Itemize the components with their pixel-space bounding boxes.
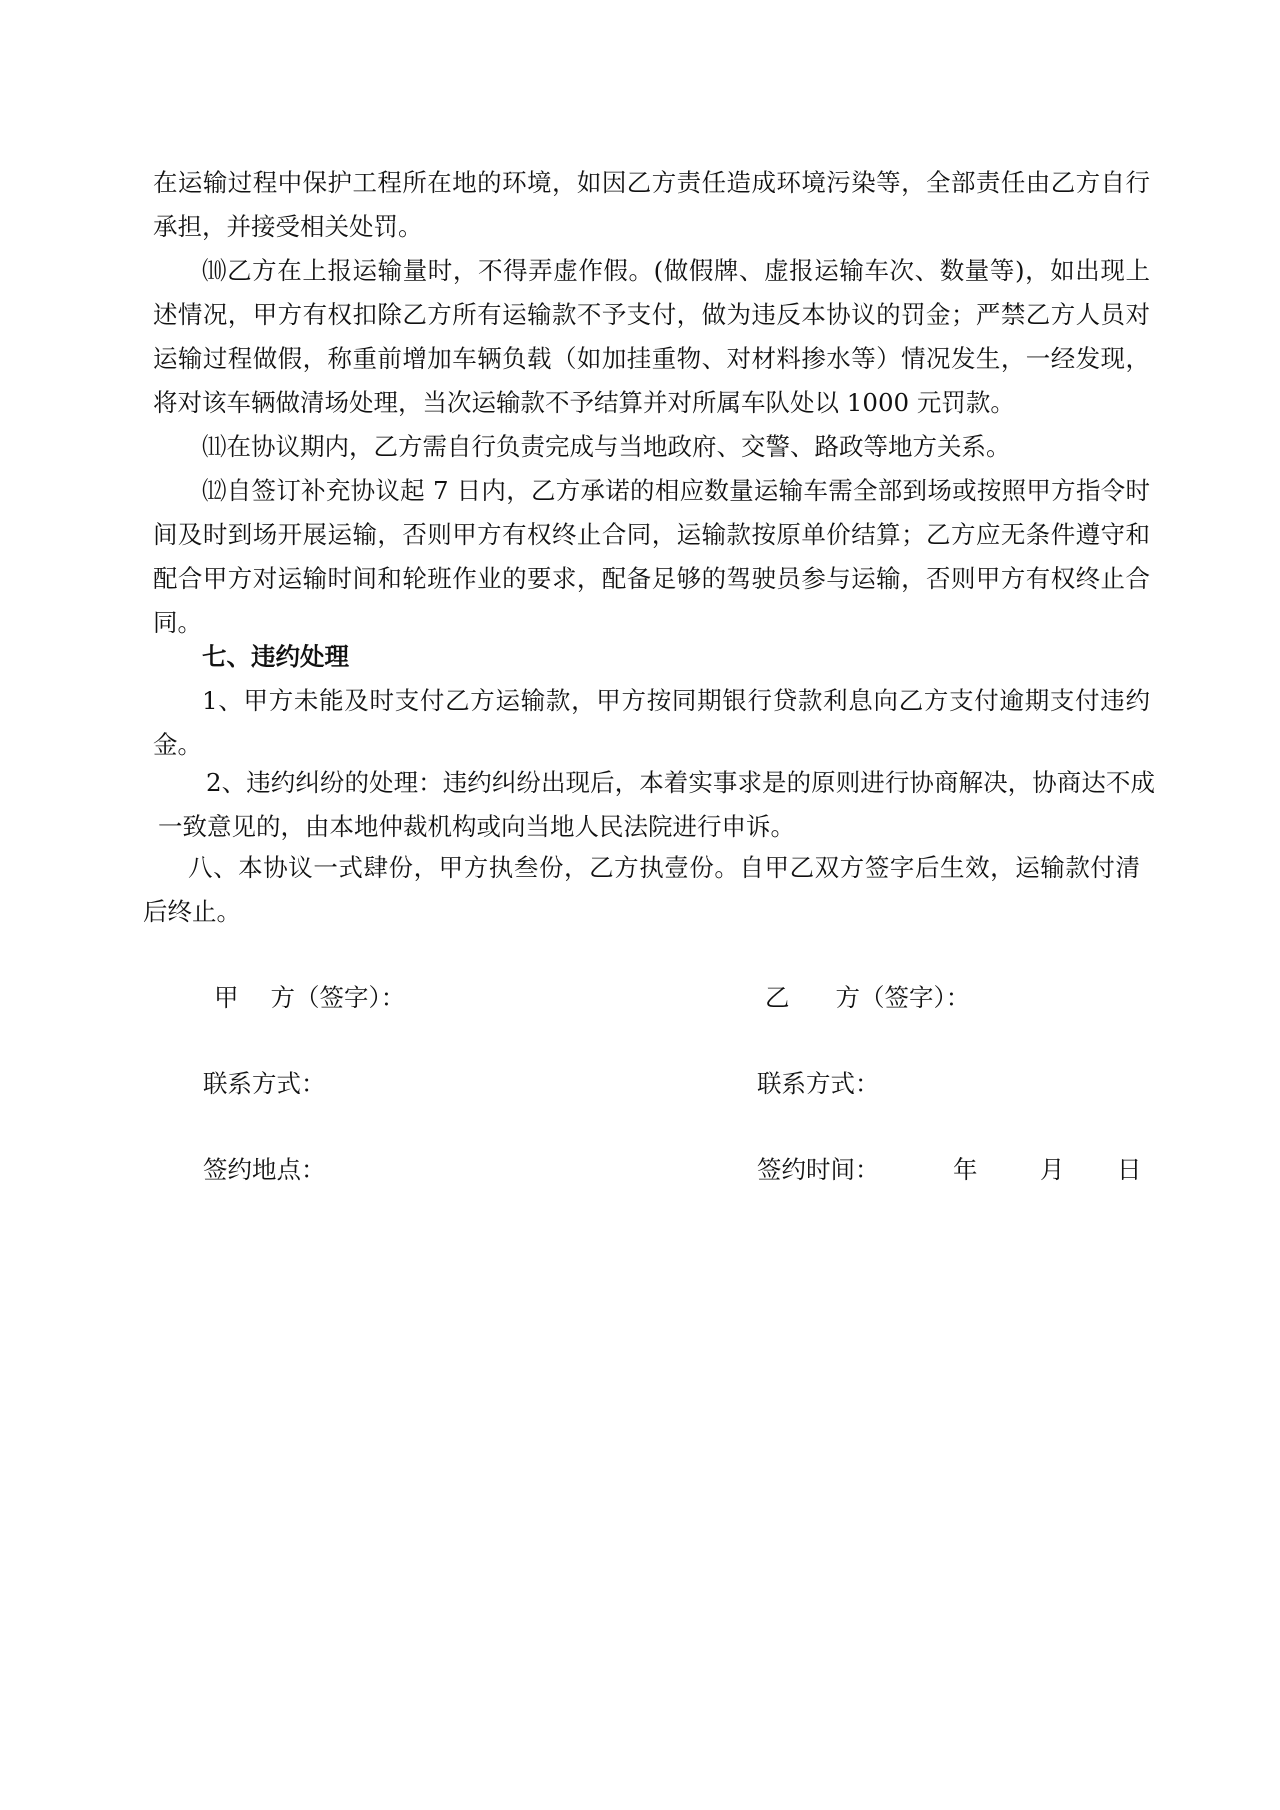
date-month-label: 月 [1040, 1155, 1065, 1184]
party-a-signature-label [214, 981, 405, 1015]
party-a-contact-label: 联系方式： [203, 1069, 326, 1098]
section-7-heading: 七、违约处理 [202, 642, 349, 671]
party-a-char: 甲 [214, 983, 239, 1012]
paragraph-item-12: ⑿自签订补充协议起 7 日内，乙方承诺的相应数量运输车需全部到场或按照甲方指令时间及时到场开展运输，否则甲方有权终止合同，运输款按原单价结算；乙方应无条件遵守和配合甲方对运输时间和轮班作业的要求，配备足够的驾驶员参与运输，否则甲方有权终止合同。 [153, 476, 1150, 637]
party-b-signature-label [765, 981, 970, 1015]
party-b-contact-label: 联系方式： [757, 1069, 880, 1098]
party-b-sign-label: 方（签字）： [835, 983, 971, 1012]
signing-place-label: 签约地点： [203, 1155, 326, 1184]
date-year-label: 年 [953, 1155, 978, 1184]
paragraph-item-11: ⑾在协议期内，乙方需自行负责完成与当地政府、交警、路政等地方关系。 [202, 432, 1011, 461]
section-7-item-2: 2、违约纠纷的处理：违约纠纷出现后，本着实事求是的原则进行协商解决，协商达不成一致意见的，由本地仲裁机构或向当地人民法院进行申诉。 [158, 768, 1155, 841]
party-b-char: 乙 [765, 983, 790, 1012]
section-8-paragraph: 八、本协议一式肆份，甲方执叁份，乙方执壹份。自甲乙双方签字后生效，运输款付清后终止。 [143, 853, 1140, 926]
signing-time-label: 签约时间： [757, 1155, 880, 1184]
party-a-sign-label: 方（签字）： [270, 983, 406, 1012]
section-7-item-1: 1、甲方未能及时支付乙方运输款，甲方按同期银行贷款利息向乙方支付逾期支付违约金。 [153, 686, 1150, 759]
date-day-label: 日 [1117, 1155, 1142, 1184]
paragraph-item-10: ⑽乙方在上报运输量时，不得弄虚作假。(做假牌、虚报运输车次、数量等)，如出现上述情况，甲方有权扣除乙方所有运输款不予支付，做为违反本协议的罚金；严禁乙方人员对运输过程做假，称重前增加车辆负载（如加挂重物、对材料掺水等）情况发生，一经发现，将对该车辆做清场处理，当次运输款不予结算并对所属车队处以 1000 元罚款。 [153, 256, 1150, 417]
paragraph-environment: 在运输过程中保护工程所在地的环境，如因乙方责任造成环境污染等，全部责任由乙方自行承担，并接受相关处罚。 [153, 168, 1150, 241]
